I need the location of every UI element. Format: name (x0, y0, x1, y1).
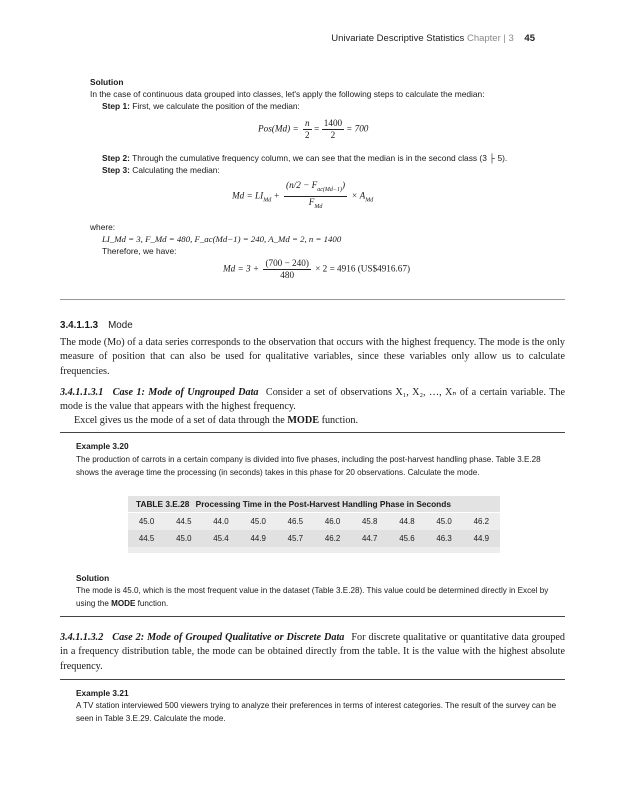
example-320-top-rule (60, 432, 565, 433)
calc-fraction: $\frac{(700 - 240)}{480}$ (265, 258, 309, 280)
step3-text: Calculating the median: (132, 165, 220, 175)
md-lhs-sub: Md (263, 197, 272, 204)
pos-fraction-1400: $\frac{1400}{2}$ (323, 118, 343, 140)
table-cell: 45.8 (351, 513, 388, 531)
section-title: Mode (108, 320, 133, 331)
table-cell: 46.0 (314, 513, 351, 531)
solution-heading: Solution (90, 77, 124, 87)
mode-function-name: MODE (287, 415, 320, 426)
table-caption-id: TABLE 3.E.28 (136, 499, 190, 509)
mode-function-name: MODE (111, 598, 136, 608)
pos-result: = 700 (346, 123, 369, 134)
table-cell: 46.2 (314, 530, 351, 547)
step1-label: Step 1: (102, 101, 130, 111)
step2 (90, 152, 572, 164)
table-cell: 45.0 (240, 513, 277, 531)
case1-title: Case 1: Mode of Ungrouped Data (112, 387, 259, 398)
table-cell: 44.0 (202, 513, 239, 531)
solution2-heading: Solution (76, 573, 110, 583)
table-cell: 45.4 (202, 530, 239, 547)
step1-text: First, we calculate the position of the median: (132, 101, 300, 111)
md-plus: + (273, 190, 280, 201)
table-3e28 (128, 496, 500, 553)
example-321-text: A TV station interviewed 500 viewers trying to analyze their preferences in terms of interest categories. The result of the survey can be seen in Table 3.E.29. Calculate the mode. (76, 701, 557, 723)
case1-number: 3.4.1.1.3.1 (60, 387, 104, 398)
table-cell: 45.0 (165, 530, 202, 547)
step2-text: Through the cumulative frequency column, we can see that the median is in the second class (3 ├ 5). (132, 153, 508, 163)
table-cell: 44.9 (240, 530, 277, 547)
running-header (331, 33, 535, 44)
section-heading-mode (60, 320, 133, 331)
solution-divider (60, 299, 565, 300)
chapter-label: Chapter | 3 (466, 33, 514, 44)
md-lhs: Md = LI (232, 190, 264, 201)
table-cell: 45.7 (277, 530, 314, 547)
table-cell: 44.8 (388, 513, 425, 531)
table-row (128, 530, 500, 547)
table-cell: 46.3 (426, 530, 463, 547)
case2-title: Case 2: Mode of Grouped Qualitative or Discrete Data (112, 632, 345, 643)
therefore-text: Therefore, we have: (102, 246, 177, 256)
case2-body: For discrete qualitative or quantitative data grouped in a frequency distribution table, the mode can be obtained directly from the table. It is the value with the highest absolute frequency. (60, 632, 565, 672)
case2-paragraph (60, 631, 565, 674)
table-cell: 45.0 (426, 513, 463, 531)
table-row (128, 513, 500, 531)
running-title: Univariate Descriptive Statistics (331, 33, 465, 44)
pos-lhs: Pos(Md) = (258, 123, 299, 134)
example-320-heading: Example 3.20 (76, 441, 129, 451)
table-cell: 44.9 (463, 530, 500, 547)
case1-paragraph (60, 386, 565, 415)
where-values: LI_Md = 3, F_Md = 480, F_ac(Md−1) = 240, A_Md = 2, n = 1400 (102, 234, 342, 244)
page-number: 45 (524, 33, 535, 44)
step1 (90, 100, 572, 112)
md-fraction: $\frac{(n/2 - F_{ac(Md-1)})}{F_{Md}}$ (286, 180, 346, 210)
median-position-equation: Pos(Md) = $\frac{n}{2}$ = $\frac{1400}{2}$ = 700 (258, 118, 369, 140)
table-cell: 45.0 (128, 513, 165, 531)
pos-fraction-n: $\frac{n}{2}$ (304, 118, 310, 140)
table-caption-text: Processing Time in the Post-Harvest Handling Phase in Seconds (195, 499, 451, 509)
section-number: 3.4.1.1.3 (60, 320, 99, 331)
where-label: where: (90, 222, 116, 232)
table-cell: 46.5 (277, 513, 314, 531)
md-times: × A (351, 190, 366, 201)
median-formula (232, 180, 373, 213)
table-cell: 45.6 (388, 530, 425, 547)
table-cell: 44.7 (351, 530, 388, 547)
example-321-heading: Example 3.21 (76, 688, 129, 698)
example-321-top-rule (60, 679, 565, 680)
mode-paragraph: The mode (Mo) of a data series corresponds to the observation that occurs with the highest frequency. The mode is the only measure of position that can also be used for qualitative variables, since these variables only allow us to calculate frequencies. (60, 337, 565, 377)
median-calculation (223, 258, 410, 281)
table-cell: 44.5 (165, 513, 202, 531)
calc-lhs: Md = 3 + (223, 263, 260, 274)
example-320-text: The production of carrots in a certain company is divided into five phases, including the post-harvest handling phase. Table 3.E.28 shows the average time the processing (in seconds) takes in this phase for 20 observations. Calculate the mode. (76, 455, 541, 477)
case1-excel: Excel gives us the mode of a set of data through the MODE function. (74, 415, 359, 426)
step3-label: Step 3: (102, 165, 130, 175)
step3 (90, 164, 572, 176)
case2-number: 3.4.1.1.3.2 (60, 632, 104, 643)
table-caption (128, 496, 500, 513)
table-cell: 44.5 (128, 530, 165, 547)
solution-intro: In the case of continuous data grouped into classes, let's apply the following steps to calculate the median: (90, 89, 485, 99)
calc-rhs: × 2 = 4916 (US$4916.67) (315, 263, 411, 274)
table-cell: 46.2 (463, 513, 500, 531)
case1-body: Consider a set of observations X₁, X₂, …, Xₙ of a certain variable. The mode is the value that appears with the highest frequency. (60, 387, 566, 413)
table-footer (128, 547, 500, 553)
md-times-sub: Md (365, 197, 374, 204)
step2-label: Step 2: (102, 153, 130, 163)
example-320-bottom-rule (60, 616, 565, 617)
solution2-text: The mode is 45.0, which is the most frequent value in the dataset (Table 3.E.28). This value could be determined directly in Excel by using the MODE function. (76, 586, 549, 608)
